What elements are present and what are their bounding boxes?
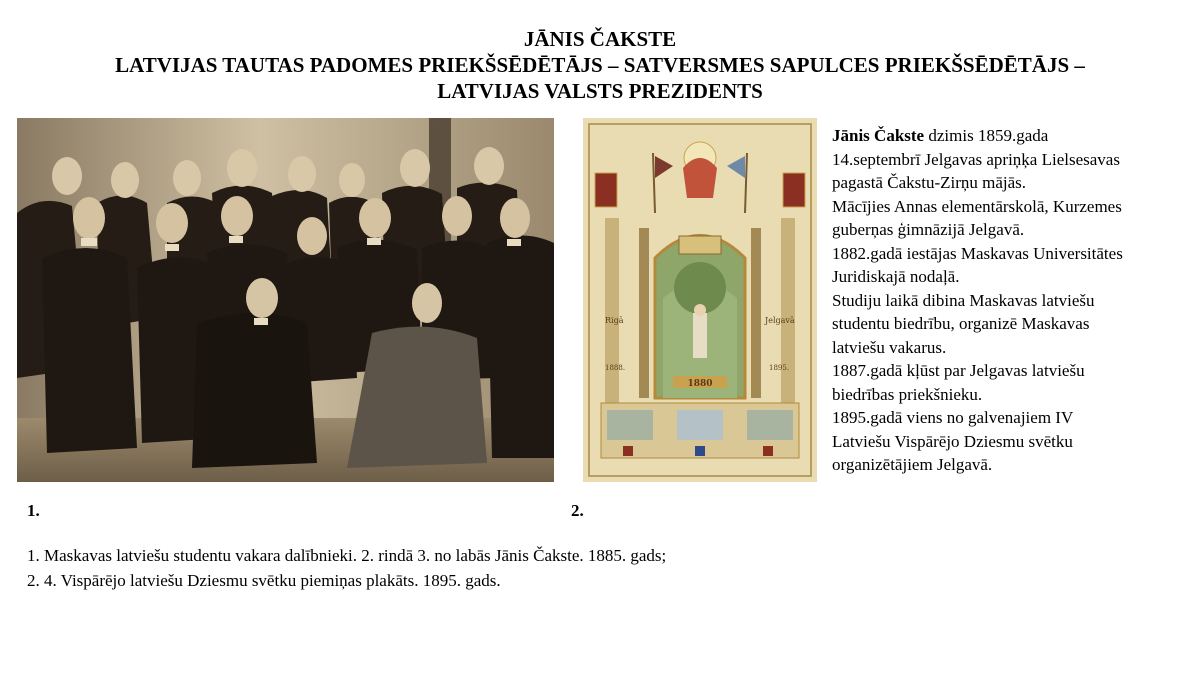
bio-line: latviešu vakarus. bbox=[832, 337, 947, 357]
poster-left-year: 1888. bbox=[605, 364, 626, 372]
bio-line: pagastā Čakstu-Zirņu mājās. bbox=[832, 173, 1027, 192]
figure-1-number: 1. bbox=[27, 501, 40, 520]
poster-center-year: 1880 bbox=[687, 379, 713, 389]
bio-line: studentu biedrību, organizē Maskavas bbox=[832, 314, 1090, 333]
bio-line: organizētājiem Jelgavā. bbox=[832, 455, 993, 474]
bio-line: 1887.gadā kļūst par Jelgavas latviešu bbox=[832, 361, 1085, 380]
poster-right-city: Jelgavā bbox=[765, 316, 795, 325]
bio-line: Latviešu Vispārējo Dziesmu svētku bbox=[832, 431, 1073, 451]
bio-line: Mācījies Annas elementārskolā, Kurzemes bbox=[832, 196, 1122, 216]
song-festival-poster bbox=[583, 118, 817, 482]
caption-line: 2. 4. Vispārējo latviešu Dziesmu svētku piemiņas plakāts. 1895. gads. bbox=[27, 570, 501, 590]
bio-name: Jānis Čakste bbox=[832, 126, 925, 145]
bio-line: guberņas ģimnāzijā Jelgavā. bbox=[832, 220, 1025, 239]
figure-2-number: 2. bbox=[571, 501, 584, 520]
bio-line: Studiju laikā dibina Maskavas latviešu bbox=[832, 290, 1095, 310]
bio-line: 1882.gadā iestājas Maskavas Universitātes bbox=[832, 243, 1123, 263]
caption-line: 1. Maskavas latviešu studentu vakara dalībnieki. 2. rindā 3. no labās Jānis Čakste. 1885. gads; bbox=[27, 546, 667, 565]
bio-line: dzimis 1859.gada bbox=[924, 126, 1049, 145]
title-positions: LATVIJAS TAUTAS PADOMES PRIEKŠSĒDĒTĀJS – SATVERSMES SAPULCES PRIEKŠSĒDĒTĀJS – bbox=[115, 53, 1085, 77]
bio-line: biedrības priekšnieku. bbox=[832, 384, 983, 404]
title-president: LATVIJAS VALSTS PREZIDENTS bbox=[437, 79, 763, 103]
biography-text bbox=[832, 124, 1192, 477]
bio-line: 14.septembrī Jelgavas apriņķa Lielsesavas bbox=[832, 149, 1120, 169]
bio-line: Juridiskajā nodaļā. bbox=[832, 267, 960, 286]
figure-captions bbox=[27, 544, 1177, 593]
group-photograph bbox=[17, 118, 554, 482]
poster-left-city: Rigā bbox=[605, 316, 624, 325]
bio-line: 1895.gadā viens no galvenajiem IV bbox=[832, 408, 1074, 427]
page-title bbox=[0, 26, 1200, 104]
title-name: JĀNIS ČAKSTE bbox=[523, 27, 677, 51]
poster-right-year: 1895. bbox=[769, 364, 790, 372]
